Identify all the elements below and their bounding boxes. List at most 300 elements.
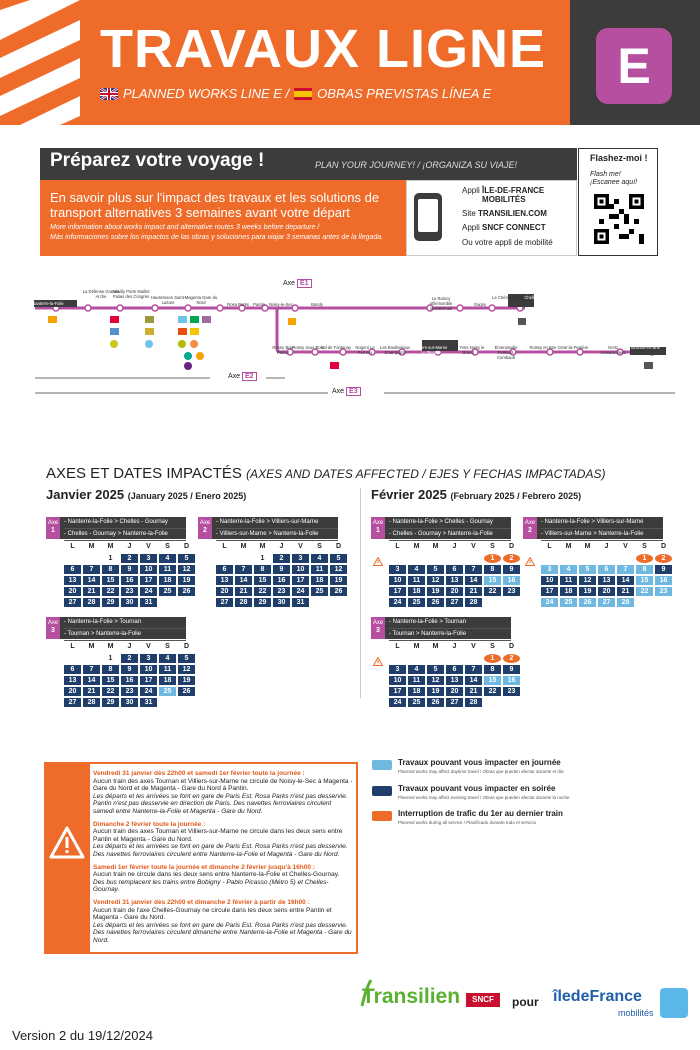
calendar-day: 2 [503,654,520,663]
day-name: M [584,543,591,550]
calendar-day: 11 [311,565,328,574]
calendar-day: 11 [408,576,425,585]
calendar-day: 5 [427,665,444,674]
station-label: Nogent Le Perreux [355,345,375,355]
calendar-routes [385,617,511,639]
qr-title: Flashez-moi ! [590,153,648,163]
axe-number: 2 [528,527,532,534]
calendar-day: 21 [83,587,100,596]
calendar-day: 19 [330,576,347,585]
calendar-axe-3-feb [371,617,516,707]
calendar-day: 26 [579,598,596,607]
day-name: V [471,643,476,650]
calendar-day: 13 [598,576,615,585]
calendar-day: 19 [579,587,596,596]
calendar-day: 3 [389,665,406,674]
station-label: Le Raincy Villemomble Montfermeil [429,296,453,311]
legend-subtitle: Planned works may affect evening travel / Obras que pueden afectar durante la noche [398,795,570,800]
route-label: - Nanterre-la-Folie > Villiers-sur-Marne [216,517,338,529]
empty-day [465,554,482,563]
legend-swatch [372,786,392,796]
legend-swatch [372,811,392,821]
journey-main-text: En savoir plus sur l'impact des travaux et les solutions de transport alternatives 3 semaines avant votre départ [50,190,380,220]
calendar-day: 28 [83,598,100,607]
day-name: J [127,643,132,650]
empty-day [408,554,425,563]
station-label: Neuilly Porte Maillot Palais des Congrès [112,289,150,299]
empty-day [427,654,444,663]
calendar-day: 27 [216,598,233,607]
calendar-day: 20 [446,587,463,596]
day-name: D [508,543,515,550]
notice-detail: Les départs et les arrivées se font en gare de Paris Est. Rosa Parks n'est pas desservie. Pantin n'est pas desservie en direction de Paris. Des navettes ferroviaires circulent samedi entre Nanterre-la-Folie et Magenta - Gare du Nord. [93,792,348,815]
empty-day [465,654,482,663]
calendar-grid [64,543,191,607]
axe-e2-label: Axe E2 [228,373,257,380]
calendar-day: 23 [121,587,138,596]
calendar-day: 24 [140,687,157,696]
day-name: L [70,543,75,550]
month-february: Février 2025 (February 2025 / Febrero 2025) [371,487,582,502]
empty-day [389,654,406,663]
calendar-day: 13 [64,676,81,685]
calendar-day: 14 [235,576,252,585]
empty-day [64,554,81,563]
calendar-routes [60,517,186,539]
day-name: S [642,543,647,550]
axe-tag [46,517,60,539]
station-label: Pantin [253,302,265,307]
notice-body: Aucun train des axes Tournan et Villiers-sur-Marne ne circule de Noisy-le-Sec à Magenta - Gare du Nord et de Magenta - Gare du Nord à Pantin. [93,777,353,793]
day-name: S [490,543,495,550]
calendar-day: 5 [330,554,347,563]
calendar-day: 31 [140,698,157,707]
calendar-day: 18 [159,576,176,585]
axe-tag [523,517,537,539]
day-name: S [317,543,322,550]
calendar-header [371,517,511,539]
calendar-day: 10 [389,676,406,685]
day-name: J [279,543,284,550]
calendar-axe-1-jan [46,517,191,607]
calendar-header [46,617,186,639]
calendar-day: 5 [178,654,195,663]
axe-word: Axe [372,620,384,626]
calendar-day: 23 [273,587,290,596]
axe-tag [198,517,212,539]
calendar-day: 8 [254,565,271,574]
calendar-day: 10 [541,576,558,585]
calendar-day: 1 [260,555,265,562]
calendar-day: 16 [121,676,138,685]
calendar-day: 15 [102,676,119,685]
calendar-day: 7 [83,665,100,674]
calendar-day: 22 [636,587,653,596]
notice-body: Aucun train de l'axe Chelles-Gournay ne circule dans les deux sens entre Pantin et Magenta - Gare du Nord. [93,906,332,922]
calendar-day: 25 [408,598,425,607]
calendar-day: 25 [159,587,176,596]
calendar-day: 12 [427,676,444,685]
station-label: Haussmann Saint-Lazare [150,295,186,305]
empty-day [64,654,81,663]
site-line[interactable]: Site TRANSILIEN.COM [462,209,547,218]
calendar-day: 5 [178,554,195,563]
calendar-day: 2 [503,554,520,563]
axe-e1-label: Axe E1 [283,280,312,287]
calendar-day: 10 [292,565,309,574]
station-label: Roissy en Brie [529,345,557,350]
calendar-day: 16 [121,576,138,585]
calendar-day: 12 [579,576,596,585]
calendar-day: 16 [503,576,520,585]
notice-paragraph [93,864,353,894]
calendar-day: 4 [408,565,425,574]
calendar-day: 17 [541,587,558,596]
calendar-day: 27 [598,598,615,607]
station-label: Gretz Armainvilliers [600,345,626,355]
calendar-day: 1 [108,655,113,662]
uk-flag-icon [100,88,118,100]
calendar-header [198,517,338,539]
notice-detail: Les départs et les arrivées se font en gare de Paris Est. Rosa Parks n'est pas desservie. Des navettes ferroviaires circulent entre Nanterre-la-Folie et Magenta - Gare du Nord. [93,843,348,858]
legend-title: Travaux pouvant vous impacter en soirée [398,784,556,793]
empty-day [408,654,425,663]
legend-title: Travaux pouvant vous impacter en journée [398,758,561,767]
route-label: - Villiers-sur-Marne > Nanterre-la-Folie [216,529,338,541]
day-name: M [88,643,95,650]
calendar-day: 16 [503,676,520,685]
day-name: V [146,643,151,650]
day-name: L [395,543,400,550]
smartphone-screen [418,199,438,232]
calendar-day: 17 [389,587,406,596]
day-name: S [165,543,170,550]
line-badge: E [596,28,672,104]
calendar-day: 16 [655,576,672,585]
calendar-day: 1 [484,654,501,663]
day-name: M [413,543,420,550]
calendar-day: 30 [121,598,138,607]
calendar-day: 13 [446,676,463,685]
station-label: Les Boullereaux Champigny [379,345,411,355]
empty-day [617,554,634,563]
journey-info-en: More information about works impact and alternative routes 3 weeks before departure / [50,224,320,231]
station-label: Villiers-sur-Marne Le Plessis-Trévise [414,345,448,360]
day-name: J [127,543,132,550]
day-name: V [146,543,151,550]
notice-detail: Des bus remplacent les trains entre Bobigny - Pablo Picasso (Métro 5) et Chelles-Gournay. [93,878,329,894]
calendar-day: 5 [579,565,596,574]
notice-text [93,770,353,949]
axe-word: Axe [372,520,384,526]
journey-title-alt: PLAN YOUR JOURNEY! / ¡ORGANIZA SU VIAJE! [315,160,518,170]
calendar-day: 2 [273,554,290,563]
calendar-day: 5 [427,565,444,574]
day-name: M [107,543,114,550]
route-label: - Nanterre-la-Folie > Villiers-sur-Marne [541,517,663,529]
calendar-day: 4 [560,565,577,574]
empty-day [579,554,596,563]
journey-info-es: Más informaciones sobre los impactos de las obras y soluciones para viajar 3 semanas antes de la llegada. [50,234,384,241]
calendar-axe-2-jan [198,517,343,607]
day-name: J [452,643,457,650]
qr-sub-en: Flash me! [590,171,621,178]
axe-number: 1 [51,527,55,534]
calendar-day: 9 [273,565,290,574]
idf-logo: îledeFrance [553,988,642,1005]
calendar-day: 15 [102,576,119,585]
calendar-day: 21 [465,687,482,696]
day-name: J [452,543,457,550]
empty-day [235,554,252,563]
calendar-day: 4 [408,665,425,674]
calendar-day: 3 [292,554,309,563]
calendar-day: 25 [159,687,176,696]
calendar-day: 10 [140,565,157,574]
day-name: D [508,643,515,650]
calendar-routes [537,517,663,539]
route-label: - Nanterre-la-Folie > Tournan [64,617,186,629]
station-label: Les Yvris Noisy le Grand [451,345,485,355]
calendar-day: 17 [140,576,157,585]
calendar-day: 26 [427,598,444,607]
month-january: Janvier 2025 (January 2025 / Enero 2025) [46,487,247,502]
calendar-day: 1 [484,554,501,563]
app2-line: Appli SNCF CONNECT [462,223,546,232]
calendar-day: 2 [121,554,138,563]
stripes-decoration [0,0,80,125]
calendar-day: 4 [311,554,328,563]
calendar-day: 20 [216,587,233,596]
calendar-day: 25 [311,587,328,596]
station-label: Rosny sous Bois [292,345,324,350]
calendar-day: 27 [446,598,463,607]
calendar-day: 12 [178,565,195,574]
day-name: M [88,543,95,550]
calendar-day: 22 [484,687,501,696]
calendar-day: 8 [102,565,119,574]
notice-detail: Les départs et les arrivées se font en gare de Paris Est. Rosa Parks n'est pas desservie. Des navettes ferroviaires circulent dimanche entre Nanterre-la-Folie et Magenta - Gare du Nord. [93,921,352,944]
calendar-day: 6 [446,665,463,674]
calendar-day: 4 [159,554,176,563]
day-name: D [660,543,667,550]
calendar-day: 30 [273,598,290,607]
day-name: D [335,543,342,550]
idf-mobilites-icon [660,988,688,1018]
empty-day [83,654,100,663]
page-title: TRAVAUX LIGNE [100,19,547,79]
day-name: D [183,543,190,550]
calendar-day: 28 [465,598,482,607]
calendar-day: 20 [598,587,615,596]
calendar-day: 21 [617,587,634,596]
calendar-axe-2-feb [523,517,668,607]
calendar-day: 11 [159,565,176,574]
day-name: J [604,543,609,550]
calendar-day: 19 [427,587,444,596]
calendar-day: 24 [541,598,558,607]
calendar-day: 13 [64,576,81,585]
empty-day [446,654,463,663]
route-label: - Chelles - Gournay > Nanterre-la-Folie [64,529,186,541]
warning-icon [49,826,85,860]
calendar-day: 9 [503,565,520,574]
day-name: M [240,543,247,550]
sncf-logo: SNCF [466,993,500,1007]
calendar-day: 28 [83,698,100,707]
day-name: D [183,643,190,650]
calendar-day: 14 [465,576,482,585]
station-label: Chelles Gournay [524,295,556,300]
calendar-day: 12 [178,665,195,674]
calendar-day: 14 [83,576,100,585]
axes-title: AXES ET DATES IMPACTÉS (AXES AND DATES AFFECTED / EJES Y FECHAS IMPACTADAS) [46,465,606,482]
day-name: V [298,543,303,550]
station-label: Bondy [311,302,323,307]
calendar-day: 7 [465,565,482,574]
calendar-day: 24 [389,598,406,607]
notice-paragraph [93,899,353,945]
calendar-day: 28 [235,598,252,607]
axe-word: Axe [47,520,59,526]
qr-code-icon[interactable] [594,194,644,244]
calendar-routes [60,617,186,639]
axe-tag [371,617,385,639]
station-label: Rosny Bois Perrier [272,345,294,355]
legend-subtitle: Planned works may affect daytime travel / Obras que pueden afectar durante el día [398,769,564,774]
calendar-day: 19 [178,576,195,585]
calendar-day: 27 [446,698,463,707]
warning-icon [373,557,383,566]
day-name: S [490,643,495,650]
month-divider [360,488,361,698]
subtitle-en: PLANNED WORKS LINE E / [123,86,290,101]
calendar-grid [216,543,343,607]
legend-subtitle: Planned works during all service / Planificado durante todo el servicio [398,820,537,825]
calendar-routes [385,517,511,539]
calendar-day: 12 [427,576,444,585]
empty-day [541,554,558,563]
axe-word: Axe [524,520,536,526]
calendar-day: 31 [292,598,309,607]
calendar-day: 29 [102,698,119,707]
calendar-day: 16 [273,576,290,585]
axe-tag [371,517,385,539]
calendar-day: 2 [121,654,138,663]
calendar-grid [64,643,191,707]
station-label: Tournan-en-Brie [629,345,661,350]
station-label: Val de Fontenay [320,345,352,350]
calendar-day: 25 [408,698,425,707]
idf-subtitle: mobilités [618,1008,654,1018]
axe-number: 3 [376,627,380,634]
calendar-day: 17 [292,576,309,585]
calendar-day: 6 [64,665,81,674]
calendar-day: 15 [254,576,271,585]
other-app-line: Ou votre appli de mobilité [462,238,553,247]
calendar-day: 17 [140,676,157,685]
station-label: Ozoir-la-Ferrière [557,345,589,350]
day-name: M [565,543,572,550]
calendar-day: 7 [465,665,482,674]
calendar-day: 15 [484,576,501,585]
day-name: V [623,543,628,550]
day-name: M [413,643,420,650]
route-label: - Chelles - Gournay > Nanterre-la-Folie [389,529,511,541]
calendar-day: 9 [121,565,138,574]
route-label: - Villiers-sur-Marne > Nanterre-la-Folie [541,529,663,541]
calendar-day: 20 [64,587,81,596]
calendar-day: 14 [465,676,482,685]
calendar-day: 7 [83,565,100,574]
calendar-day: 22 [102,587,119,596]
legend-title: Interruption de trafic du 1er au dernier train [398,809,563,818]
calendar-day: 8 [484,665,501,674]
station-label: Noisy-le-Sec [269,302,293,307]
spain-flag-icon [294,88,312,100]
calendar-day: 1 [108,555,113,562]
calendar-day: 11 [159,665,176,674]
notice-heading: Vendredi 31 janvier dès 22h00 et samedi 1er février toute la journée : [93,770,305,777]
calendar-day: 7 [235,565,252,574]
calendar-day: 6 [64,565,81,574]
calendar-day: 27 [64,698,81,707]
calendar-day: 26 [178,587,195,596]
calendar-day: 23 [503,587,520,596]
calendar-day: 24 [140,587,157,596]
warning-icon [525,557,535,566]
calendar-day: 23 [503,687,520,696]
calendar-day: 23 [655,587,672,596]
calendar-day: 13 [446,576,463,585]
calendar-routes [212,517,338,539]
day-name: M [432,643,439,650]
calendar-axe-1-feb [371,517,516,607]
empty-day [598,554,615,563]
calendar-day: 6 [446,565,463,574]
calendar-day: 20 [64,687,81,696]
calendar-day: 7 [617,565,634,574]
calendar-day: 26 [427,698,444,707]
calendar-day: 15 [636,576,653,585]
calendar-day: 21 [465,587,482,596]
route-label: - Nanterre-la-Folie > Chelles - Gournay [64,517,186,529]
calendar-day: 9 [121,665,138,674]
calendar-day: 6 [598,565,615,574]
calendar-grid [541,543,668,607]
calendar-day: 19 [178,676,195,685]
calendar-day: 15 [484,676,501,685]
calendar-day: 18 [159,676,176,685]
day-name: L [70,643,75,650]
calendar-day: 6 [216,565,233,574]
notice-paragraph [93,770,353,816]
calendar-day: 18 [311,576,328,585]
day-name: L [547,543,552,550]
calendar-day: 28 [465,698,482,707]
axe-word: Axe [47,620,59,626]
calendar-day: 3 [389,565,406,574]
calendar-day: 20 [446,687,463,696]
station-label: Émerainville Pontault-Combault [494,345,518,360]
calendar-day: 26 [330,587,347,596]
calendar-day: 22 [484,587,501,596]
axe-word: Axe [199,520,211,526]
calendar-day: 13 [216,576,233,585]
calendar-day: 17 [389,687,406,696]
station-label: La Défense Grande Arche [82,289,120,299]
calendar-grid [389,643,516,707]
